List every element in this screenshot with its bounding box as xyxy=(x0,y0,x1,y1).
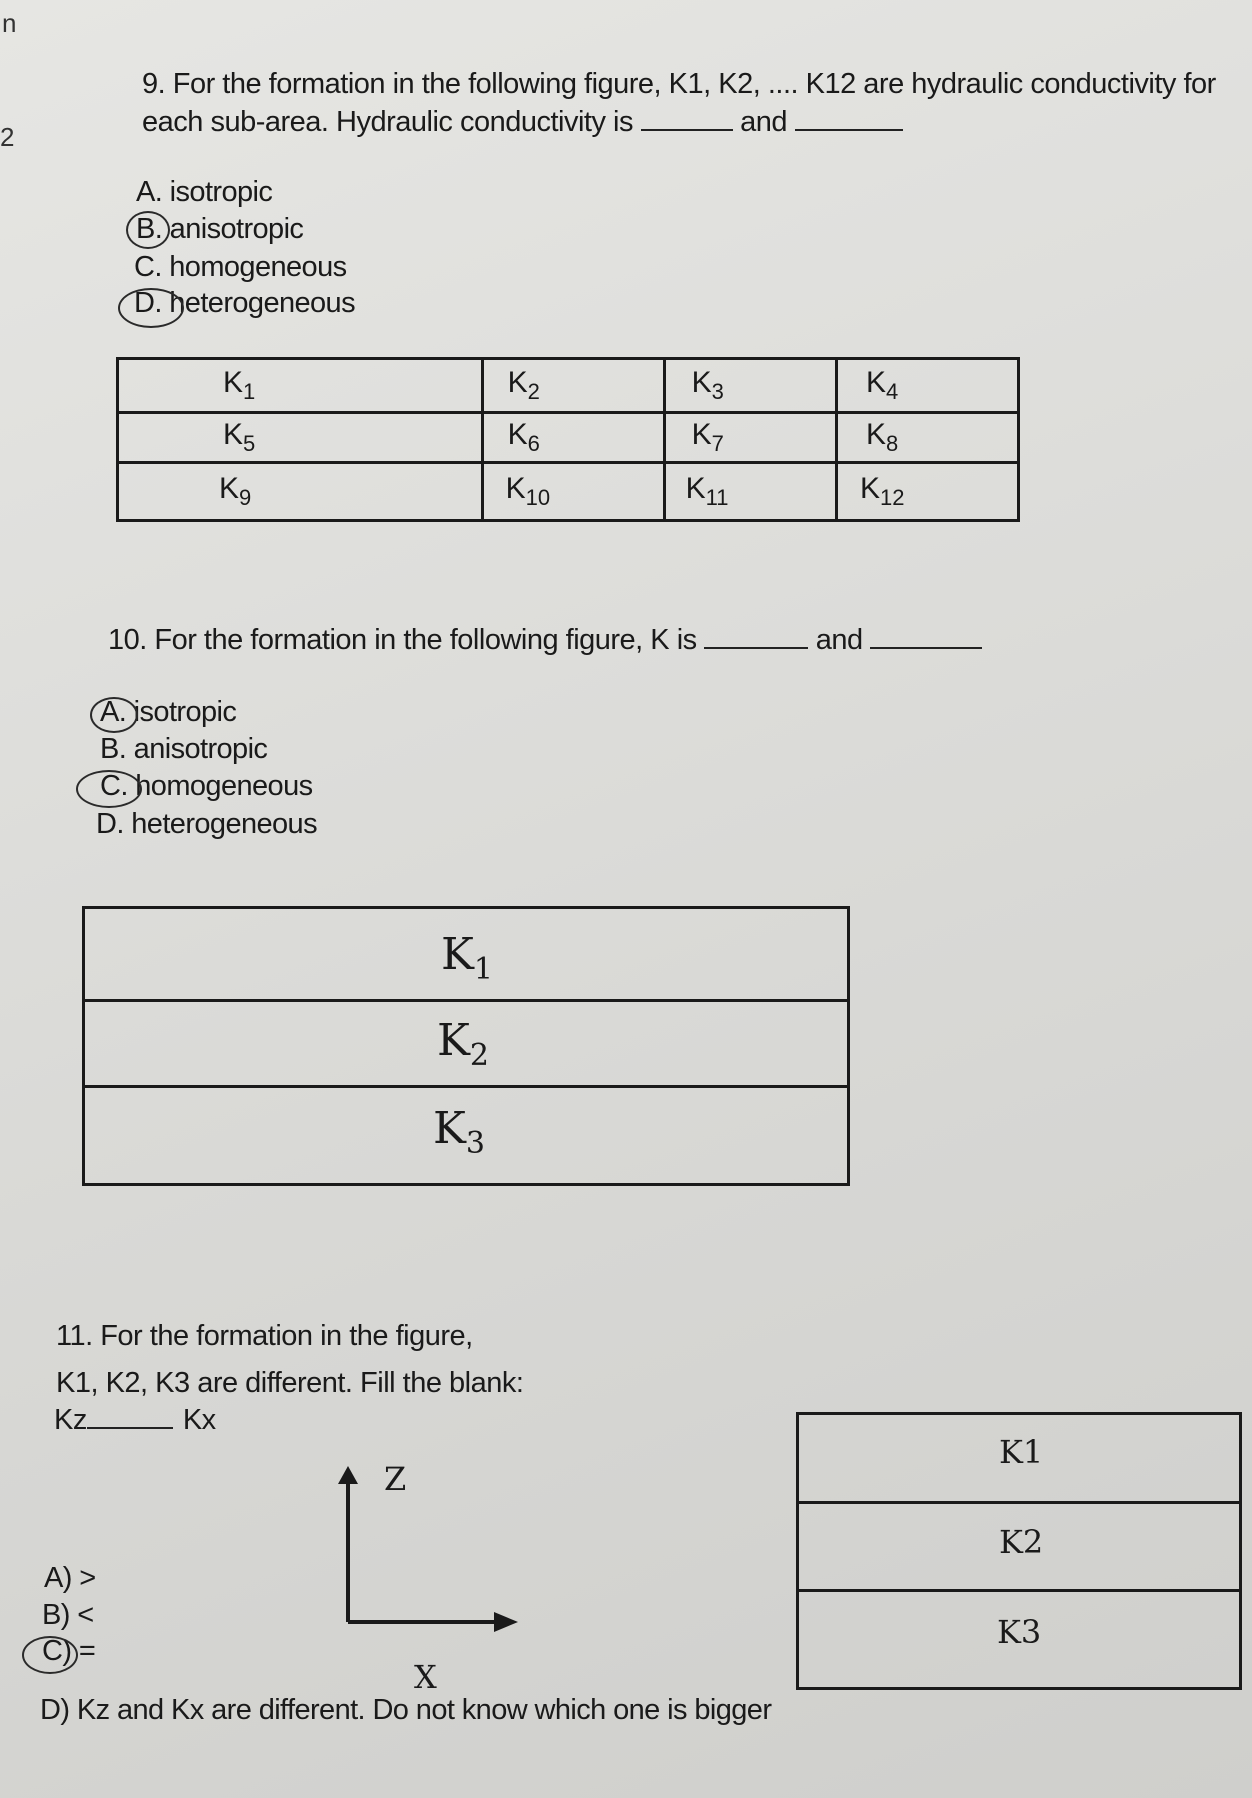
q9-option-d-circle xyxy=(118,288,184,328)
q11-line3 xyxy=(54,1402,216,1439)
q11-layer-divider-2 xyxy=(799,1589,1239,1592)
q10-layer-k2: $K_2$ xyxy=(437,1015,489,1073)
q10-option-a-letter: A. xyxy=(100,696,127,728)
q11-layer-divider-1 xyxy=(799,1501,1239,1504)
grid-cell-k5: $K_5$ xyxy=(118,413,483,463)
q10-option-b-text: anisotropic xyxy=(133,733,268,765)
q9-option-c-letter: C. xyxy=(134,251,162,283)
q10-prompt xyxy=(108,622,982,659)
q10-option-c-letter: C. xyxy=(100,770,128,802)
q9-option-a-letter: A. xyxy=(136,176,163,208)
q11-option-c-text: = xyxy=(78,1635,96,1667)
q9-conductivity-grid xyxy=(116,357,1020,522)
grid-cell-k4: $K_4$ xyxy=(837,359,1019,413)
q11-option-d-text: Kz and Kx are different. Do not know which one is bigger xyxy=(76,1694,772,1726)
grid-cell-k12: $K_{12}$ xyxy=(837,463,1019,521)
q10-blank-2[interactable] xyxy=(870,625,982,649)
q9-blank-1[interactable] xyxy=(641,107,733,131)
q10-layer-k3: $K_3$ xyxy=(433,1103,485,1161)
q9-option-b-circle xyxy=(126,211,170,249)
q11-option-b-letter: B) xyxy=(42,1599,70,1631)
q11-axes xyxy=(330,1462,530,1642)
q11-layer-k2: K2 xyxy=(999,1523,1044,1561)
q11-option-c-circle xyxy=(22,1636,78,1674)
q11-option-a-letter: A) xyxy=(44,1562,72,1594)
q9-blank-2[interactable] xyxy=(795,107,903,131)
q9-line1: 9. For the formation in the following figure, K1, K2, .... K12 are hydraulic conductivity for xyxy=(142,68,1216,100)
grid-cell-k10: $K_{10}$ xyxy=(482,463,664,521)
q10-prompt-text: 10. For the formation in the following figure, K is xyxy=(108,624,697,656)
q10-option-c-text: homogeneous xyxy=(135,770,313,802)
grid-cell-k2: $K_2$ xyxy=(482,359,664,413)
q9-option-a[interactable] xyxy=(136,174,272,211)
q11-layer-k1: K1 xyxy=(999,1433,1044,1471)
q10-layer-k1: $K_1$ xyxy=(441,929,493,987)
q10-layer-divider-1 xyxy=(85,999,847,1002)
q11-line1: 11. For the formation in the figure, xyxy=(56,1320,473,1352)
q11-line2: K1, K2, K3 are different. Fill the blank: xyxy=(56,1367,524,1399)
q9-option-b-letter: B. xyxy=(136,213,163,245)
margin-mark-top: n xyxy=(2,8,17,38)
q10-option-c-circle xyxy=(76,770,142,808)
q10-layer-figure xyxy=(82,906,850,1186)
q10-option-d[interactable] xyxy=(96,806,317,843)
q11-blank[interactable] xyxy=(87,1405,173,1429)
q11-option-c-letter: C) xyxy=(42,1635,72,1667)
q10-option-a-text: isotropic xyxy=(133,696,237,728)
q9-option-d-letter: D. xyxy=(134,287,162,319)
margin-mark-left: 2 xyxy=(0,122,15,152)
q11-option-d[interactable] xyxy=(40,1692,771,1729)
z-axis-label: Z xyxy=(384,1460,407,1498)
q9-option-a-text: isotropic xyxy=(169,176,273,208)
q11-option-d-letter: D) xyxy=(40,1694,70,1726)
grid-cell-k7: $K_7$ xyxy=(664,413,836,463)
grid-cell-k3: $K_3$ xyxy=(664,359,836,413)
q10-option-b[interactable] xyxy=(100,731,267,768)
grid-cell-k6: $K_6$ xyxy=(482,413,664,463)
q10-and-text: and xyxy=(815,624,863,656)
q10-layer-divider-2 xyxy=(85,1085,847,1088)
q11-kz-text: Kz xyxy=(54,1404,87,1436)
q9-option-b-text: anisotropic xyxy=(169,213,304,245)
grid-cell-k9: $K_9$ xyxy=(118,463,483,521)
q11-layer-k3: K3 xyxy=(997,1613,1042,1651)
q9-line2 xyxy=(142,104,903,141)
q10-option-b-letter: B. xyxy=(100,733,127,765)
q10-blank-1[interactable] xyxy=(704,625,808,649)
x-axis-label: X xyxy=(414,1658,437,1696)
q9-option-c-text: homogeneous xyxy=(169,251,347,283)
q11-option-b[interactable] xyxy=(42,1597,94,1634)
q11-option-b-text: < xyxy=(77,1599,94,1631)
q10-option-d-text: heterogeneous xyxy=(131,808,317,840)
grid-cell-k1: $K_1$ xyxy=(118,359,483,413)
x-axis-arrowhead xyxy=(494,1612,518,1632)
q9-option-c[interactable] xyxy=(134,249,347,286)
q9-line2-text: each sub-area. Hydraulic conductivity is xyxy=(142,106,633,138)
z-axis-arrowhead xyxy=(338,1466,358,1484)
q9-option-d-text: heterogeneous xyxy=(169,287,355,319)
q9-and-text: and xyxy=(740,106,787,138)
q11-kx-text: Kx xyxy=(182,1404,216,1436)
q11-option-a[interactable] xyxy=(44,1560,96,1597)
grid-cell-k8: $K_8$ xyxy=(837,413,1019,463)
q11-option-a-text: > xyxy=(79,1562,96,1594)
q10-option-a-circle xyxy=(90,697,138,733)
q11-layer-figure xyxy=(796,1412,1242,1690)
q10-option-d-letter: D. xyxy=(96,808,124,840)
grid-cell-k11: $K_{11}$ xyxy=(664,463,836,521)
